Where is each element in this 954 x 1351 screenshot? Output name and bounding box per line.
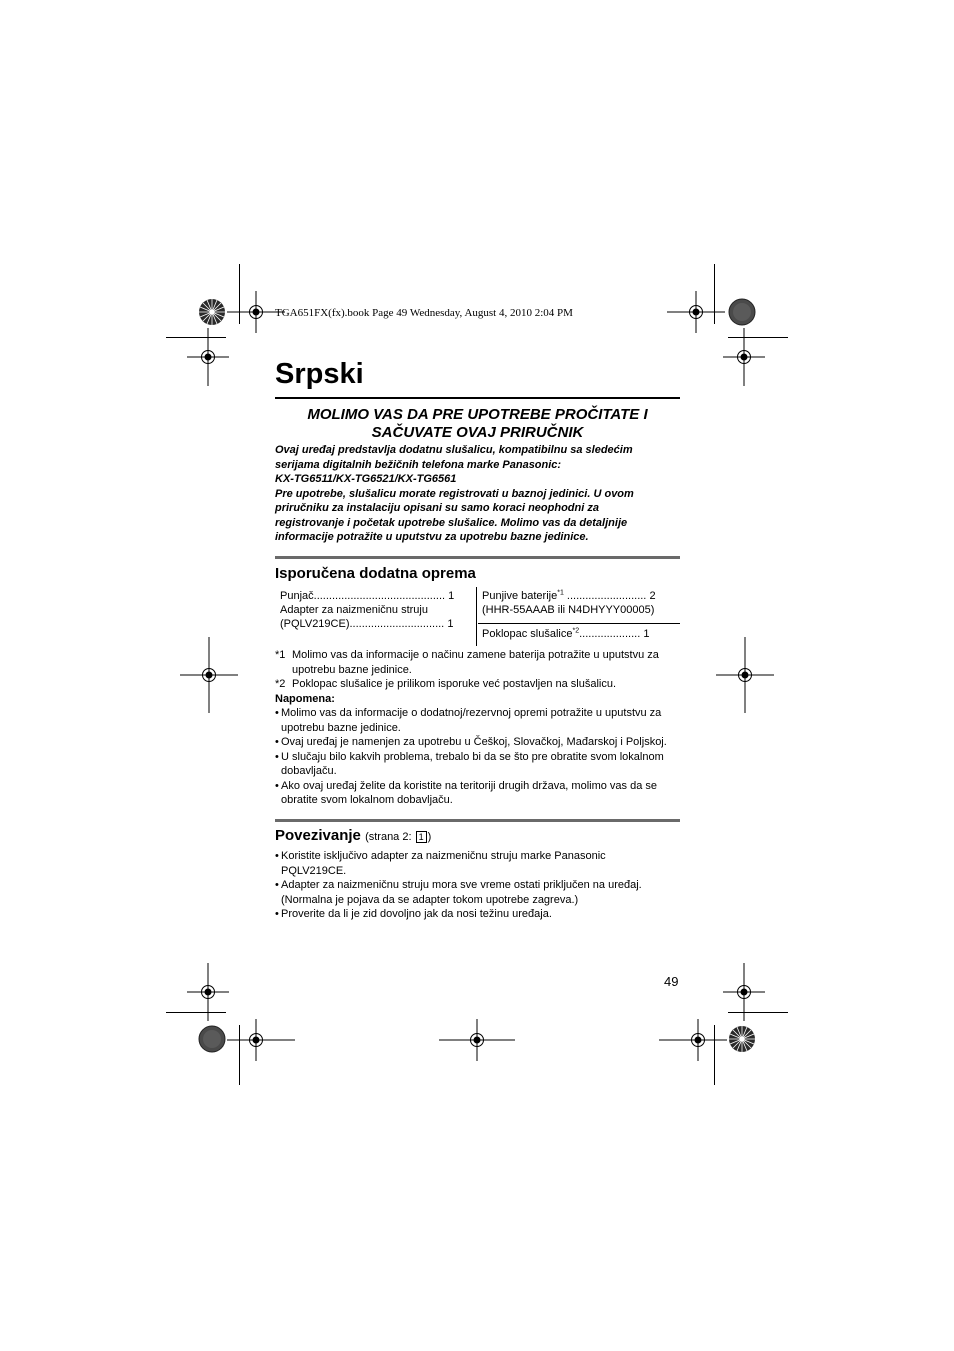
bullet: • xyxy=(275,707,279,719)
page-reference-prefix: (strana 2: xyxy=(365,831,412,843)
bullet: • xyxy=(275,750,279,763)
list-line: Proverite da li je zid dovoljno jak da nosi težinu uređaja. xyxy=(281,908,552,920)
accessory-batteries xyxy=(482,589,656,617)
notes-block xyxy=(275,648,680,808)
footnote-ref: *2 xyxy=(572,627,580,635)
intro-line: serijama digitalnih bežičnih telefona marke Panasonic: xyxy=(275,458,562,471)
bullet: • xyxy=(275,879,279,891)
footnote xyxy=(275,677,680,692)
note-item xyxy=(275,735,680,750)
leader-dots: ........................................... xyxy=(313,590,446,602)
note-line: dobavljaču. xyxy=(281,765,337,777)
accessory-name: Poklopac slušalice xyxy=(482,628,573,640)
bullet: • xyxy=(275,736,279,748)
starburst-target-icon xyxy=(728,1025,756,1053)
footnote-line: Molimo vas da informacije o načinu zamene baterija potražite u uputstvu za xyxy=(292,649,659,661)
accessory-model: (PQLV219CE) xyxy=(280,618,350,630)
list-line: PQLV219CE. xyxy=(281,864,347,877)
bullet: • xyxy=(275,779,279,792)
connection-title: Povezivanje xyxy=(275,827,361,844)
page-number: 49 xyxy=(664,974,679,989)
accessory-name: Punjač xyxy=(280,590,314,602)
footnote-marker: *2 xyxy=(275,678,286,690)
note-line: upotrebu bazne jedinice. xyxy=(281,721,401,734)
page-title: Srpski xyxy=(275,358,364,390)
intro-paragraph xyxy=(275,443,680,545)
page-reference-suffix: ) xyxy=(427,831,432,843)
list-line: (Normalna je pojava da se adapter tokom upotrebe zagreva.) xyxy=(281,893,579,906)
registration-mark-icon xyxy=(715,636,775,714)
warning-heading-line-1: MOLIMO VAS DA PRE UPOTREBE PROČITATE I xyxy=(307,406,648,423)
registration-mark-icon xyxy=(658,1018,728,1062)
note-line: obratite svom lokalnom dobavljaču. xyxy=(281,794,453,806)
accessory-model: (HHR-55AAAB ili N4DHYYY00005) xyxy=(482,604,655,616)
list-line: Koristite isključivo adapter za naizmeničnu struju marke Panasonic xyxy=(281,850,606,862)
registration-mark-icon xyxy=(186,962,230,1022)
connection-heading xyxy=(275,827,431,846)
section-rule xyxy=(275,556,680,559)
registration-mark-icon xyxy=(226,1018,296,1062)
accessory-adapter xyxy=(280,603,453,631)
note-item xyxy=(275,750,680,779)
note-item xyxy=(275,706,680,735)
starburst-target-icon xyxy=(198,298,226,326)
registration-mark-icon xyxy=(186,327,230,387)
note-line: U slučaju bilo kakvih problema, trebalo bi da se što pre obratite svom lokalnom xyxy=(281,750,664,763)
registration-mark-icon xyxy=(179,636,239,714)
footnote xyxy=(275,648,680,677)
leader-dots: .......................... xyxy=(566,590,647,602)
print-job-line: TGA651FX(fx).book Page 49 Wednesday, August 4, 2010 2:04 PM xyxy=(275,307,573,319)
intro-line: Ovaj uređaj predstavlja dodatnu slušalicu, kompatibilnu sa sledećim xyxy=(275,444,633,456)
figure-number-box: 1 xyxy=(416,831,427,843)
note-line: Ovaj uređaj je namenjen za upotrebu u Češkoj, Slovačkoj, Mađarskoj i Poljskoj. xyxy=(281,736,667,748)
footnote-ref: *1 xyxy=(557,589,564,597)
table-divider-horizontal xyxy=(478,623,680,624)
density-target-icon xyxy=(728,298,756,326)
note-line: Ako ovaj uređaj želite da koristite na teritoriji drugih država, molimo vas da se xyxy=(281,779,658,792)
intro-line: KX-TG6511/KX-TG6521/KX-TG6561 xyxy=(275,473,457,485)
intro-line: priručniku za instalaciju opisani su samo koraci neophodni za xyxy=(275,502,599,514)
leader-dots: ............................... xyxy=(349,618,445,630)
footnote-line: Poklopac slušalice je prilikom isporuke već postavljen na slušalicu. xyxy=(292,678,617,690)
footnote-line: upotrebu bazne jedinice. xyxy=(292,663,412,676)
list-item xyxy=(275,878,680,907)
accessory-qty: 2 xyxy=(649,590,656,602)
registration-mark-icon xyxy=(438,1018,516,1062)
accessory-charger xyxy=(280,589,454,603)
registration-mark-icon xyxy=(722,962,766,1022)
accessory-cover xyxy=(482,627,649,641)
warning-heading xyxy=(275,406,680,442)
density-target-icon xyxy=(198,1025,226,1053)
page-reference xyxy=(365,831,431,843)
accessory-qty: 1 xyxy=(447,618,454,630)
list-line: Adapter za naizmeničnu struju mora sve vreme ostati priključen na uređaj. xyxy=(281,879,642,891)
warning-heading-line-2: SAČUVATE OVAJ PRIRUČNIK xyxy=(371,424,584,441)
section-rule xyxy=(275,819,680,822)
bullet: • xyxy=(275,908,279,920)
accessory-name: Punjive baterije xyxy=(482,590,558,602)
title-rule xyxy=(275,397,680,399)
registration-mark-icon xyxy=(722,327,766,387)
note-label: Napomena: xyxy=(275,692,335,705)
intro-line: Pre upotrebe, slušalicu morate registrovati u baznoj jedinici. U ovom xyxy=(275,487,634,500)
registration-mark-icon xyxy=(226,290,286,334)
accessory-qty: 1 xyxy=(643,628,650,640)
accessory-name: Adapter za naizmeničnu struju xyxy=(280,604,428,616)
registration-mark-icon xyxy=(666,290,726,334)
accessory-qty: 1 xyxy=(448,590,455,602)
intro-line: registrovanje i početak upotrebe slušalice. Molimo vas da detaljnije xyxy=(275,516,628,529)
table-divider-vertical xyxy=(476,587,477,646)
intro-line: informacije potražite u uputstvu za upotrebu bazne jedinice. xyxy=(275,531,589,543)
connection-list xyxy=(275,849,680,922)
leader-dots: .................... xyxy=(579,628,641,640)
list-item xyxy=(275,849,680,878)
accessories-heading: Isporučena dodatna oprema xyxy=(275,565,476,582)
note-line: Molimo vas da informacije o dodatnoj/rezervnoj opremi potražite u uputstvu za xyxy=(281,707,662,719)
note-item xyxy=(275,779,680,808)
list-item xyxy=(275,907,680,922)
footnote-marker: *1 xyxy=(275,649,286,661)
bullet: • xyxy=(275,850,279,862)
